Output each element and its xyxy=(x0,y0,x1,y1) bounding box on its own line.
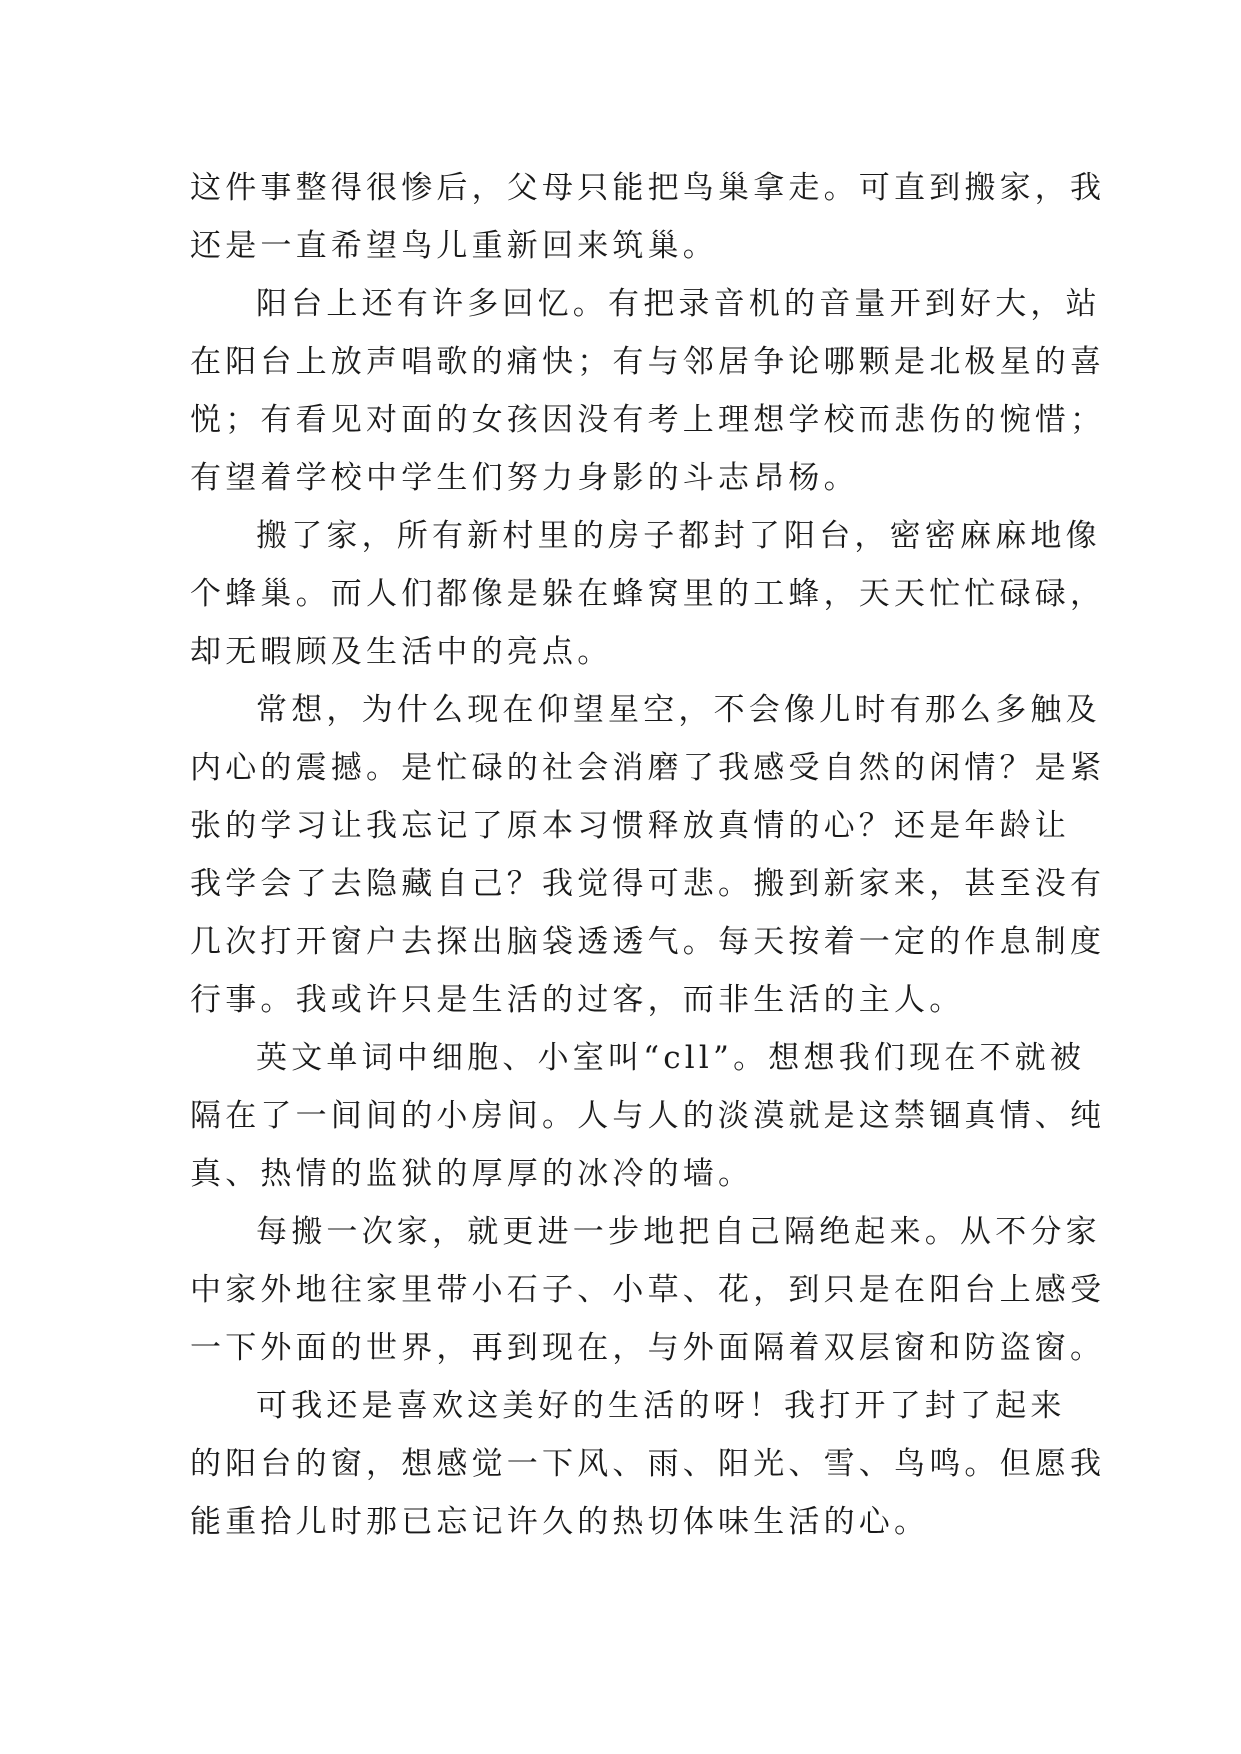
essay-body xyxy=(190,159,1106,1551)
text-line: 个蜂巢。而人们都像是躲在蜂窝里的工蜂，天天忙忙碌碌， xyxy=(190,576,1106,612)
text-line: 这件事整得很惨后，父母只能把鸟巢拿走。可直到搬家，我 xyxy=(190,170,1106,206)
text-line: 隔在了一间间的小房间。人与人的淡漠就是这禁锢真情、纯 xyxy=(190,1098,1106,1134)
text-line: 张的学习让我忘记了原本习惯释放真情的心？还是年龄让 xyxy=(190,808,1070,844)
text-line: 几次打开窗户去探出脑袋透透气。每天按着一定的作息制度 xyxy=(190,924,1106,960)
text-line: 中家外地往家里带小石子、小草、花，到只是在阳台上感受 xyxy=(190,1272,1106,1308)
paragraph-first-line: 常想，为什么现在仰望星空，不会像儿时有那么多触及 xyxy=(256,692,1101,728)
paragraph-first-line: 每搬一次家，就更进一步地把自己隔绝起来。从不分家 xyxy=(256,1214,1101,1250)
paragraph-first-line: 搬了家，所有新村里的房子都封了阳台，密密麻麻地像 xyxy=(256,518,1101,554)
text-line: 悦；有看见对面的女孩因没有考上理想学校而悲伤的惋惜； xyxy=(190,402,1106,438)
text-line: 有望着学校中学生们努力身影的斗志昂杨。 xyxy=(190,460,859,496)
text-line: 真、热情的监狱的厚厚的冰冷的墙。 xyxy=(190,1156,754,1192)
text-line: 我学会了去隐藏自己？我觉得可悲。搬到新家来，甚至没有 xyxy=(190,866,1106,902)
text-line: 行事。我或许只是生活的过客，而非生活的主人。 xyxy=(190,982,965,1018)
text-line: 还是一直希望鸟儿重新回来筑巢。 xyxy=(190,228,718,264)
text-line: 一下外面的世界，再到现在，与外面隔着双层窗和防盗窗。 xyxy=(190,1330,1106,1366)
paragraph-first-line: 英文单词中细胞、小室叫“cll”。想想我们现在不就被 xyxy=(256,1040,1086,1076)
text-line: 却无暇顾及生活中的亮点。 xyxy=(190,634,613,670)
paragraph-first-line: 可我还是喜欢这美好的生活的呀！我打开了封了起来 xyxy=(256,1388,1066,1424)
text-line: 在阳台上放声唱歌的痛快；有与邻居争论哪颗是北极星的喜 xyxy=(190,344,1106,380)
text-line: 内心的震撼。是忙碌的社会消磨了我感受自然的闲情？是紧 xyxy=(190,750,1106,786)
text-line: 的阳台的窗，想感觉一下风、雨、阳光、雪、鸟鸣。但愿我 xyxy=(190,1446,1106,1482)
paragraph-first-line: 阳台上还有许多回忆。有把录音机的音量开到好大，站 xyxy=(256,286,1101,322)
text-line: 能重拾儿时那已忘记许久的热切体味生活的心。 xyxy=(190,1504,930,1540)
